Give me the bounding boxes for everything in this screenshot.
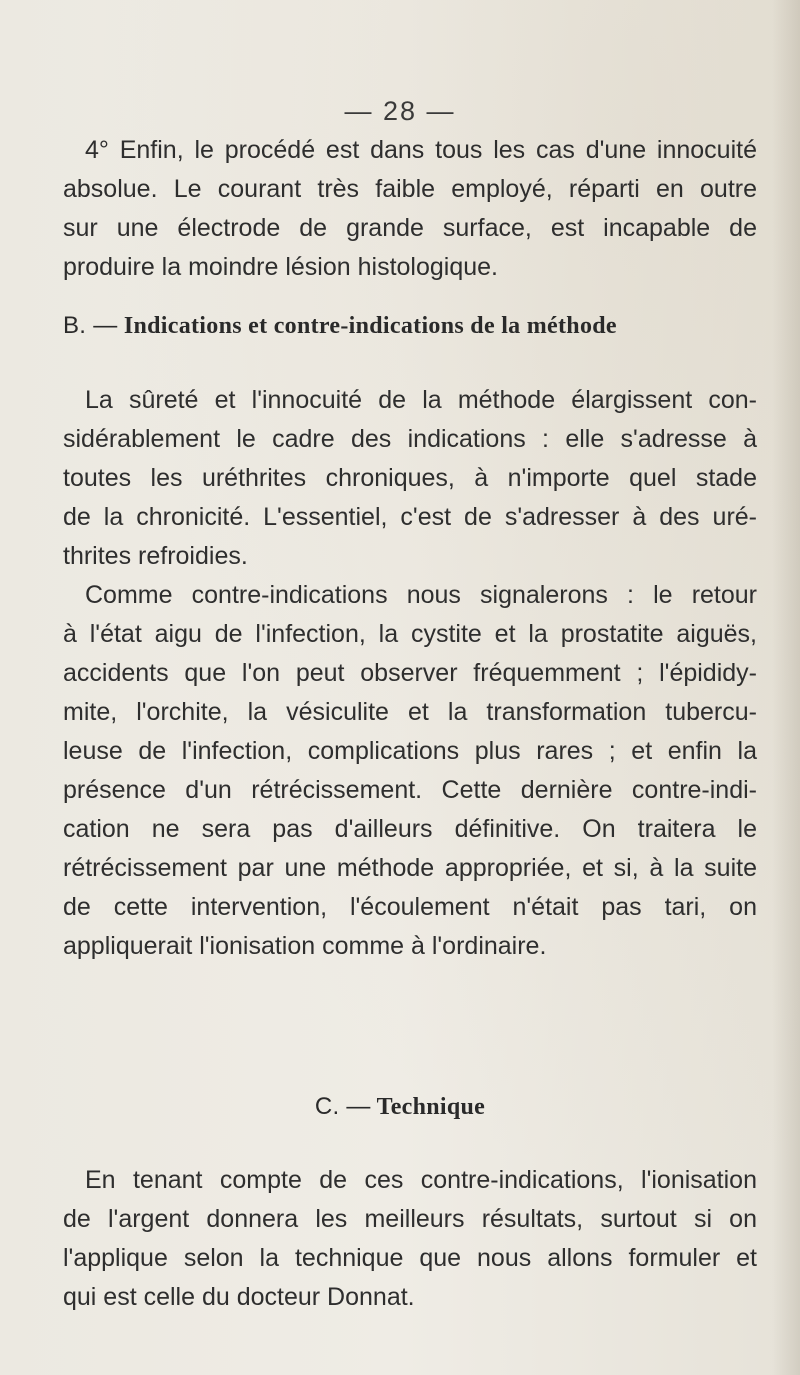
text-line: présence d'un rétrécissement. Cette dernière contre-indi- <box>63 776 757 804</box>
page-number: — 28 — <box>344 96 456 126</box>
text-line: La sûreté et l'innocuité de la méthode élargissent con- <box>85 386 757 414</box>
text-line: En tenant compte de ces contre-indications, l'ionisation <box>85 1166 757 1194</box>
intro-paragraph <box>63 131 757 287</box>
text-line: à l'état aigu de l'infection, la cystite et la prostatite aiguës, <box>63 620 757 648</box>
page-edge-shadow <box>772 0 800 1375</box>
text-line: cation ne sera pas d'ailleurs définitive. On traitera le <box>63 815 757 843</box>
text-line: absolue. Le courant très faible employé, réparti en outre <box>63 175 757 203</box>
text-line: thrites refroidies. <box>63 542 248 570</box>
section-c-paragraph <box>63 1161 757 1317</box>
text-line: leuse de l'infection, complications plus rares ; et enfin la <box>63 737 757 765</box>
text-line: 4° Enfin, le procédé est dans tous les cas d'une innocuité <box>85 136 757 164</box>
section-b-title: Indications et contre-indications de la méthode <box>123 313 617 339</box>
section-b-paragraph-2 <box>63 576 757 966</box>
text-line: de l'argent donnera les meilleurs résultats, surtout si on <box>63 1205 757 1233</box>
text-line: rétrécissement par une méthode appropriée, et si, à la suite <box>63 854 757 882</box>
text-line: appliquerait l'ionisation comme à l'ordinaire. <box>63 932 547 960</box>
text-line: accidents que l'on peut observer fréquemment ; l'épididy- <box>63 659 757 687</box>
section-c-heading <box>0 1093 800 1121</box>
section-c-title: Technique <box>376 1094 486 1120</box>
section-b-paragraph-1 <box>63 381 757 576</box>
text-line: produire la moindre lésion histologique. <box>63 253 498 281</box>
section-c-prefix: C. — <box>314 1093 371 1120</box>
text-line: sur une électrode de grande surface, est incapable de <box>63 214 757 242</box>
section-b-prefix: B. — <box>63 312 118 339</box>
text-line: de cette intervention, l'écoulement n'était pas tari, on <box>63 893 757 921</box>
section-b-heading <box>63 312 757 340</box>
text-line: mite, l'orchite, la vésiculite et la transformation tubercu- <box>63 698 757 726</box>
text-line: l'applique selon la technique que nous allons formuler et <box>63 1244 757 1272</box>
text-line: de la chronicité. L'essentiel, c'est de s'adresser à des uré- <box>63 503 757 531</box>
text-line: qui est celle du docteur Donnat. <box>63 1283 415 1311</box>
text-line: toutes les uréthrites chroniques, à n'importe quel stade <box>63 464 757 492</box>
text-line: Comme contre-indications nous signalerons : le retour <box>85 581 757 609</box>
text-line: sidérablement le cadre des indications : elle s'adresse à <box>63 425 757 453</box>
